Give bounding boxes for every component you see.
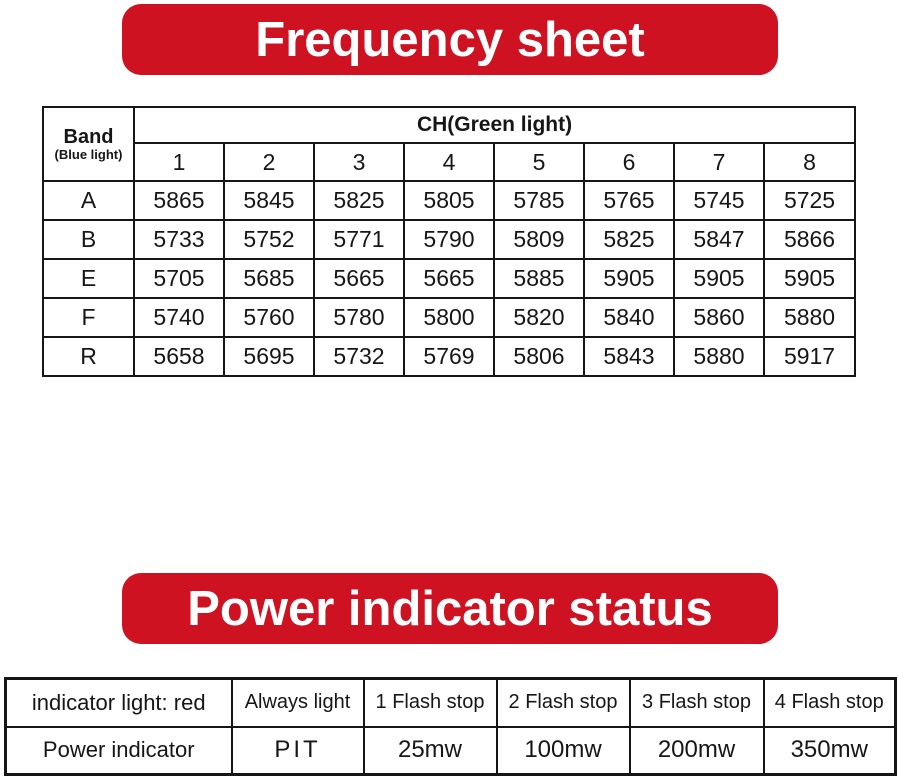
- band-cell: R: [43, 337, 134, 376]
- channel-label: 4: [404, 143, 494, 181]
- frequency-cell: 5658: [134, 337, 224, 376]
- channel-label: 7: [674, 143, 764, 181]
- indicator-light-label: indicator light: red: [6, 679, 232, 727]
- channel-label: 1: [134, 143, 224, 181]
- power-cell: PIT: [232, 727, 364, 775]
- frequency-cell: 5805: [404, 181, 494, 220]
- status-cell: 4 Flash stop: [764, 679, 896, 727]
- frequency-cell: 5825: [584, 220, 674, 259]
- frequency-cell: 5740: [134, 298, 224, 337]
- frequency-table: [42, 106, 856, 377]
- frequency-sheet-title: Frequency sheet: [255, 12, 645, 67]
- frequency-cell: 5885: [494, 259, 584, 298]
- frequency-sheet-banner: [122, 4, 778, 75]
- band-header-cell: [43, 107, 134, 181]
- status-cell: Always light: [232, 679, 364, 727]
- indicator-status-row: [6, 679, 896, 727]
- band-row-r: [43, 337, 855, 376]
- frequency-cell: 5695: [224, 337, 314, 376]
- channel-label: 3: [314, 143, 404, 181]
- frequency-cell: 5880: [674, 337, 764, 376]
- frequency-cell: 5860: [674, 298, 764, 337]
- frequency-cell: 5732: [314, 337, 404, 376]
- power-indicator-label: Power indicator: [6, 727, 232, 775]
- power-cell: 200mw: [630, 727, 764, 775]
- power-indicator-table: [4, 677, 897, 776]
- frequency-cell: 5865: [134, 181, 224, 220]
- status-cell: 2 Flash stop: [497, 679, 630, 727]
- band-row-f: [43, 298, 855, 337]
- power-indicator-title: Power indicator status: [187, 581, 713, 636]
- band-row-a: [43, 181, 855, 220]
- frequency-cell: 5769: [404, 337, 494, 376]
- frequency-cell: 5845: [224, 181, 314, 220]
- power-cell: 350mw: [764, 727, 896, 775]
- frequency-cell: 5825: [314, 181, 404, 220]
- band-cell: B: [43, 220, 134, 259]
- frequency-cell: 5745: [674, 181, 764, 220]
- frequency-cell: 5917: [764, 337, 855, 376]
- status-cell: 1 Flash stop: [364, 679, 497, 727]
- channel-label: 2: [224, 143, 314, 181]
- frequency-cell: 5840: [584, 298, 674, 337]
- frequency-cell: 5705: [134, 259, 224, 298]
- frequency-cell: 5665: [314, 259, 404, 298]
- frequency-cell: 5880: [764, 298, 855, 337]
- frequency-cell: 5733: [134, 220, 224, 259]
- frequency-cell: 5785: [494, 181, 584, 220]
- frequency-cell: 5765: [584, 181, 674, 220]
- band-cell: F: [43, 298, 134, 337]
- band-row-b: [43, 220, 855, 259]
- power-value-row: [6, 727, 896, 775]
- frequency-cell: 5843: [584, 337, 674, 376]
- frequency-cell: 5847: [674, 220, 764, 259]
- power-cell: 25mw: [364, 727, 497, 775]
- frequency-cell: 5752: [224, 220, 314, 259]
- frequency-cell: 5725: [764, 181, 855, 220]
- channel-label: 5: [494, 143, 584, 181]
- frequency-cell: 5866: [764, 220, 855, 259]
- channel-label: 8: [764, 143, 855, 181]
- band-header-title: Band: [63, 125, 114, 148]
- frequency-cell: 5685: [224, 259, 314, 298]
- frequency-cell: 5809: [494, 220, 584, 259]
- frequency-cell: 5806: [494, 337, 584, 376]
- band-cell: E: [43, 259, 134, 298]
- frequency-cell: 5905: [584, 259, 674, 298]
- channel-header-cell: CH(Green light): [134, 107, 855, 143]
- frequency-cell: 5905: [674, 259, 764, 298]
- frequency-cell: 5905: [764, 259, 855, 298]
- frequency-cell: 5820: [494, 298, 584, 337]
- channel-label: 6: [584, 143, 674, 181]
- power-cell: 100mw: [497, 727, 630, 775]
- frequency-cell: 5800: [404, 298, 494, 337]
- frequency-cell: 5790: [404, 220, 494, 259]
- band-row-e: [43, 259, 855, 298]
- frequency-cell: 5780: [314, 298, 404, 337]
- band-cell: A: [43, 181, 134, 220]
- frequency-cell: 5771: [314, 220, 404, 259]
- frequency-cell: 5760: [224, 298, 314, 337]
- channel-number-row: [43, 143, 855, 181]
- power-indicator-banner: [122, 573, 778, 644]
- status-cell: 3 Flash stop: [630, 679, 764, 727]
- band-header-subtitle: (Blue light): [54, 146, 123, 162]
- frequency-cell: 5665: [404, 259, 494, 298]
